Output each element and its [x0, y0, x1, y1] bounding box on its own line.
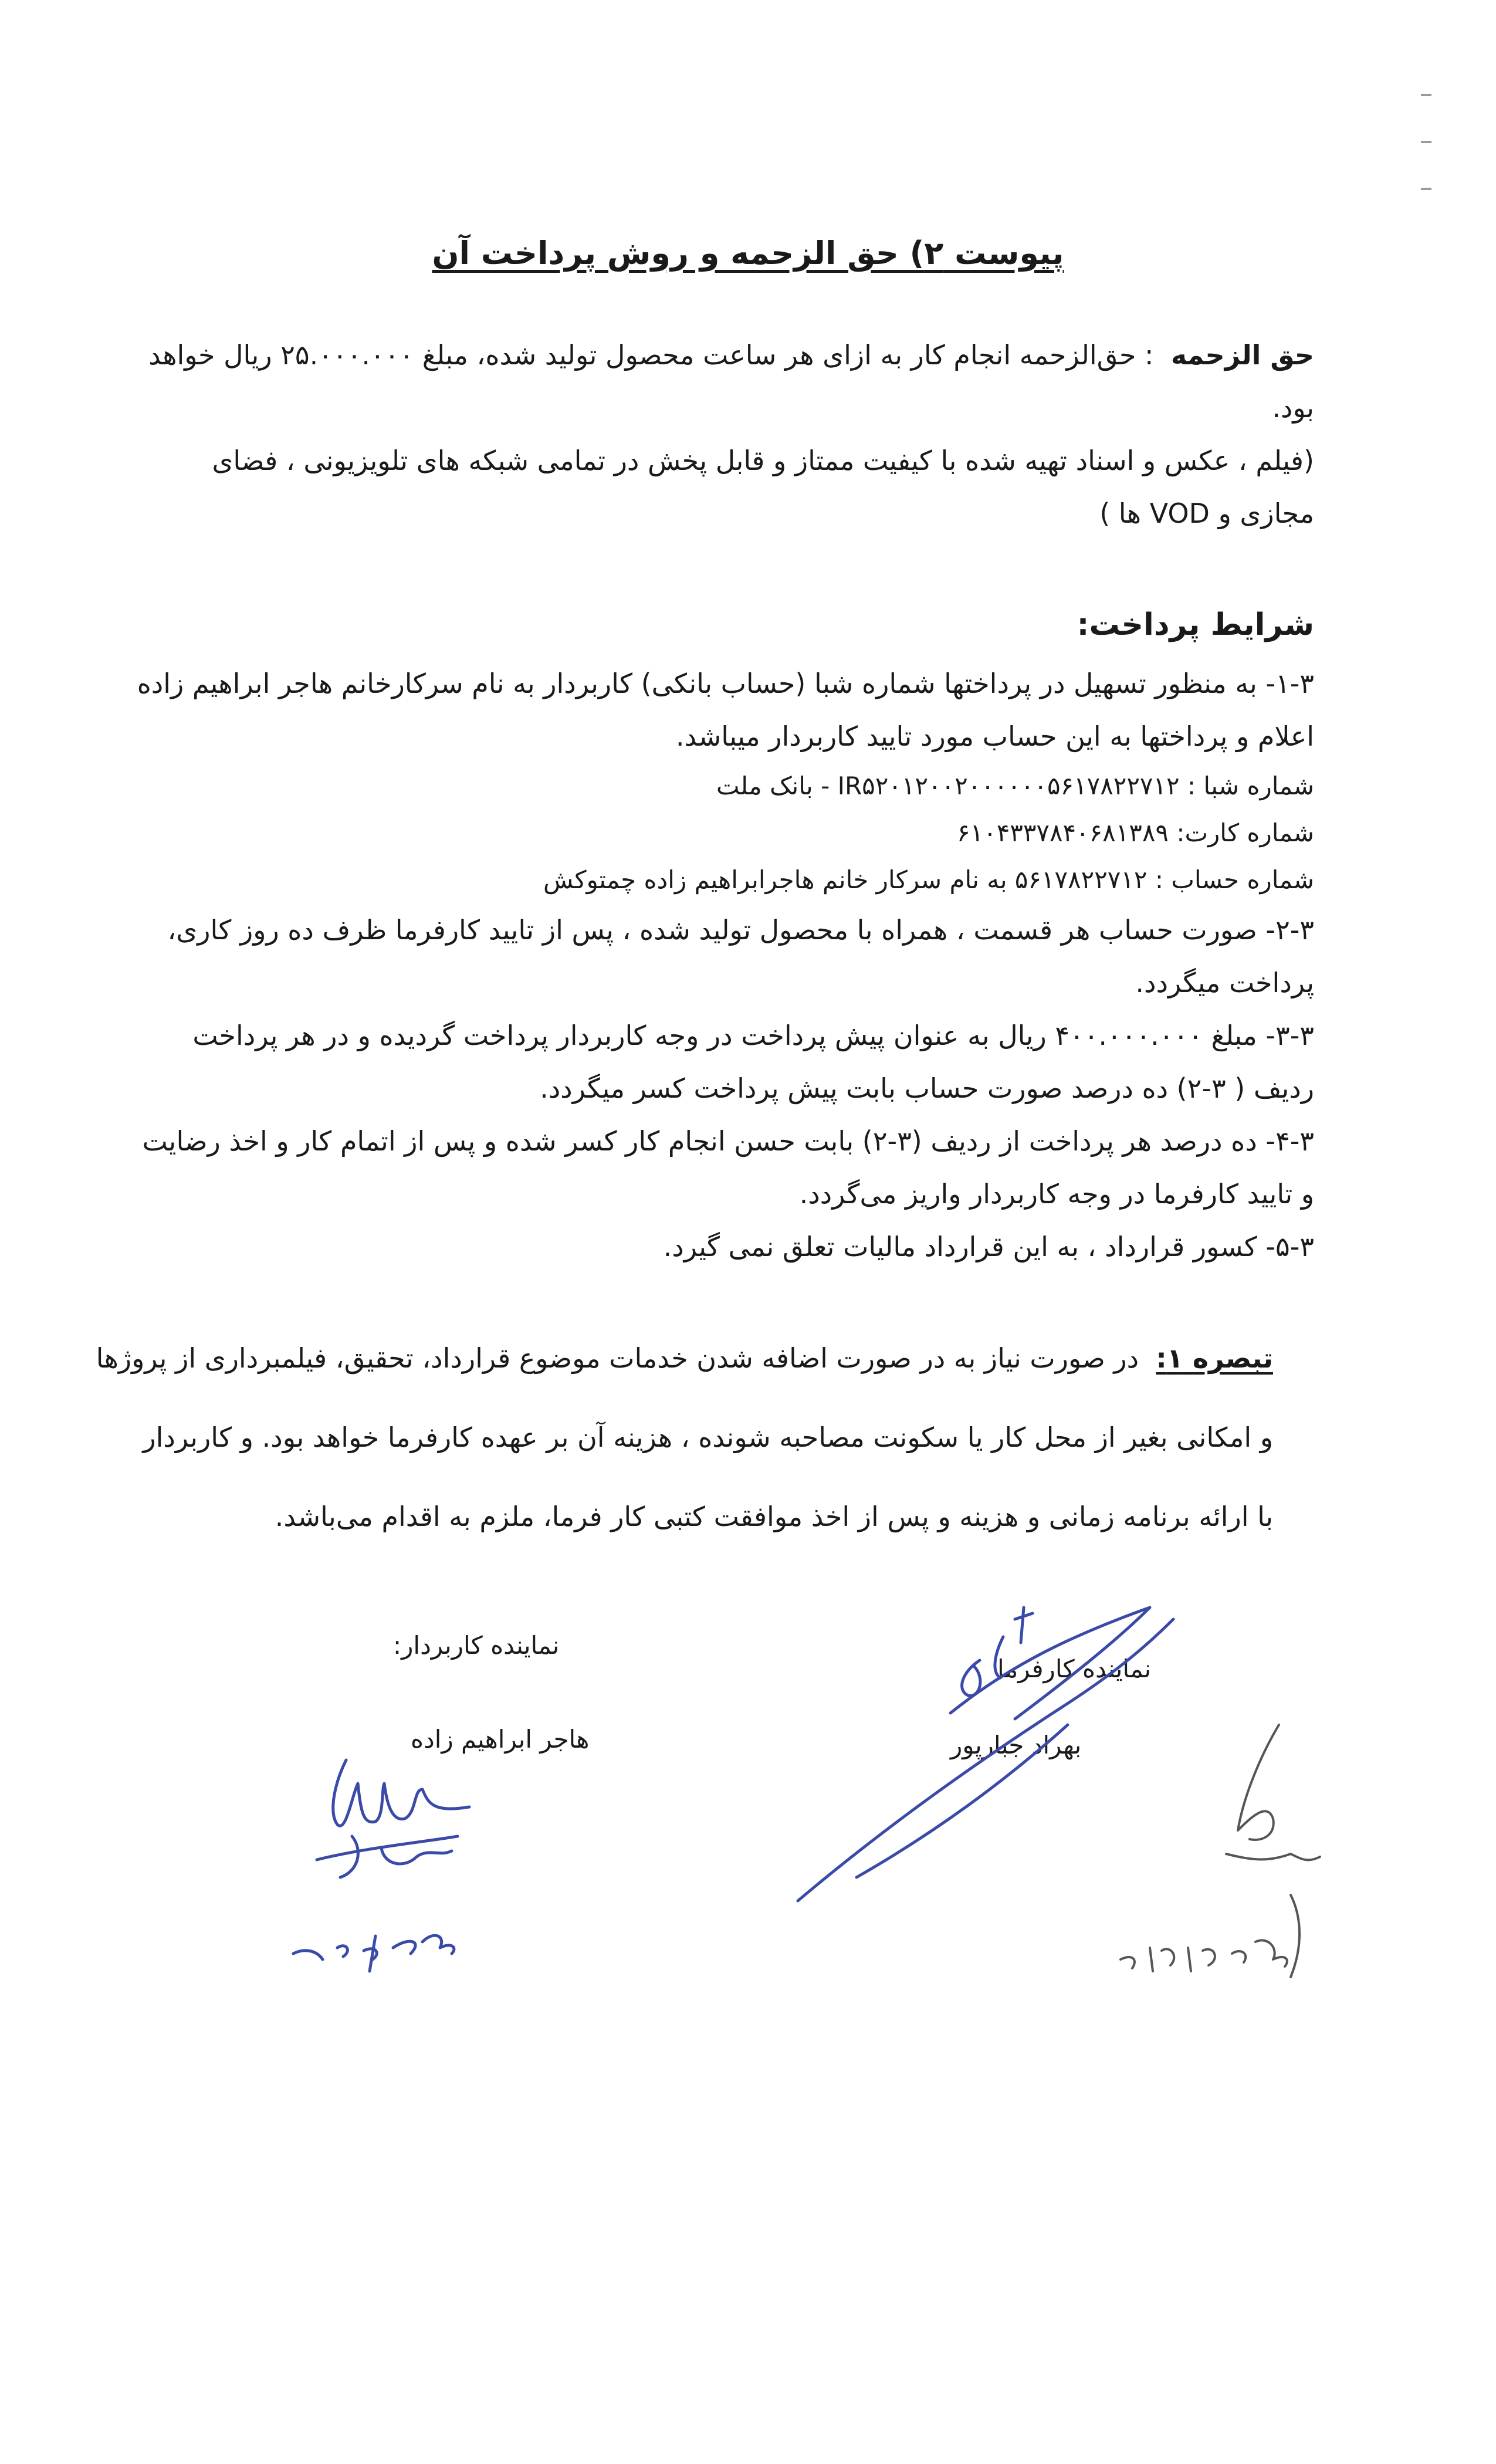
payment-item-3-line-1: ۳-۳- مبلغ ۴۰۰.۰۰۰.۰۰۰ ریال به عنوان پیش پرداخت در وجه کاربردار پرداخت گردیده و در هر پرداخت: [192, 1020, 1314, 1051]
fee-text-1: حق‌الزحمه انجام کار به ازای هر ساعت محصول تولید شده، مبلغ ۲۵.۰۰۰.۰۰۰ ریال خواهد: [148, 339, 1136, 371]
employer-name: بهراد جبارپور: [950, 1731, 1082, 1759]
fee-label: حق الزحمه: [1170, 339, 1314, 371]
card-number: شماره کارت: ۶۱۰۴۳۳۷۸۴۰۶۸۱۳۸۹: [957, 818, 1314, 847]
scan-mark: [1421, 188, 1431, 190]
scan-mark: [1421, 94, 1431, 96]
employer-label: نماینده کارفرما: [997, 1654, 1152, 1683]
initials-signature: [1115, 1713, 1349, 1995]
note-line-2: و امکانی بغیر از محل کار یا سکونت مصاحبه شونده ، هزینه آن بر عهده کارفرما خواهد بود. و کاربردار: [143, 1421, 1273, 1453]
note-text-1: در صورت نیاز به در صورت اضافه شدن خدمات موضوع قرارداد، تحقیق، فیلمبرداری از پروژها: [96, 1342, 1139, 1374]
contractor-signature: [282, 1748, 493, 2006]
payment-item-4-line-2: و تایید کارفرما در وجه کاربردار واریز می‌گردد.: [799, 1178, 1314, 1210]
fee-line-2: بود.: [1272, 392, 1314, 424]
account-number: شماره حساب : ۵۶۱۷۸۲۲۷۱۲ به نام سرکار خانم هاجرابراهیم زاده چمتوکش: [543, 865, 1314, 894]
payment-item-2-line-1: ۲-۳- صورت حساب هر قسمت ، همراه با محصول تولید شده ، پس از تایید کارفرما ظرف ده روز کاری،: [167, 914, 1314, 946]
payment-item-5: ۵-۳- کسور قرارداد ، به این قرارداد مالیات تعلق نمی گیرد.: [663, 1231, 1314, 1263]
note-label: تبصره ۱:: [1156, 1342, 1273, 1374]
note-line-1: [96, 1332, 1273, 1385]
payment-item-2-line-2: پرداخت میگردد.: [1135, 967, 1314, 999]
note-line-3: با ارائه برنامه زمانی و هزینه و پس از اخذ موافقت کتبی کار فرما، ملزم به اقدام می‌باشد.: [275, 1501, 1273, 1532]
payment-item-4-line-1: ۴-۳- ده درصد هر پرداخت از ردیف (۳-۲) بابت حسن انجام کار کسر شده و پس از اتمام کار و اخذ رضایت: [142, 1125, 1314, 1157]
scan-mark: [1421, 141, 1431, 143]
payment-section: [137, 598, 1314, 1291]
payment-item-3-line-2: ردیف ( ۳-۲) ده درصد صورت حساب بابت پیش پرداخت کسر میگردد.: [540, 1072, 1314, 1104]
blank-area: [0, 2006, 1496, 2464]
fee-line-1: حق الزحمه : حق‌الزحمه انجام کار به ازای هر ساعت محصول تولید شده، مبلغ ۲۵.۰۰۰.۰۰۰ ریال خواهد: [148, 339, 1314, 371]
fee-section: [148, 329, 1314, 540]
payment-item-1-line-1: ۱-۳- به منظور تسهیل در پرداختها شماره شبا (حساب بانکی) کاربردار به نام سرکارخانم هاجر ابراهیم زاده: [137, 668, 1314, 699]
contractor-name: هاجر ابراهیم زاده: [411, 1725, 590, 1754]
fee-line-4: مجازی و VOD ها ): [1099, 497, 1314, 529]
payment-item-1-line-2: اعلام و پرداختها به این حساب مورد تایید کاربردار میباشد.: [675, 720, 1314, 752]
contractor-label: نماینده کاربردار:: [393, 1631, 560, 1660]
fee-line-3: (فیلم ، عکس و اسناد تهیه شده با کیفیت ممتاز و قابل پخش در تمامی شبکه های تلویزیونی ، فضای: [212, 445, 1314, 476]
sheba-number: شماره شبا : IR۵۲۰۱۲۰۰۲۰۰۰۰۰۰۵۶۱۷۸۲۲۷۱۲ - بانک ملت: [716, 771, 1314, 800]
note-section: [96, 1332, 1273, 1543]
payment-heading: شرایط پرداخت:: [1077, 607, 1314, 642]
page-title: پیوست ۲) حق الزحمه و روش پرداخت آن: [432, 235, 1064, 272]
